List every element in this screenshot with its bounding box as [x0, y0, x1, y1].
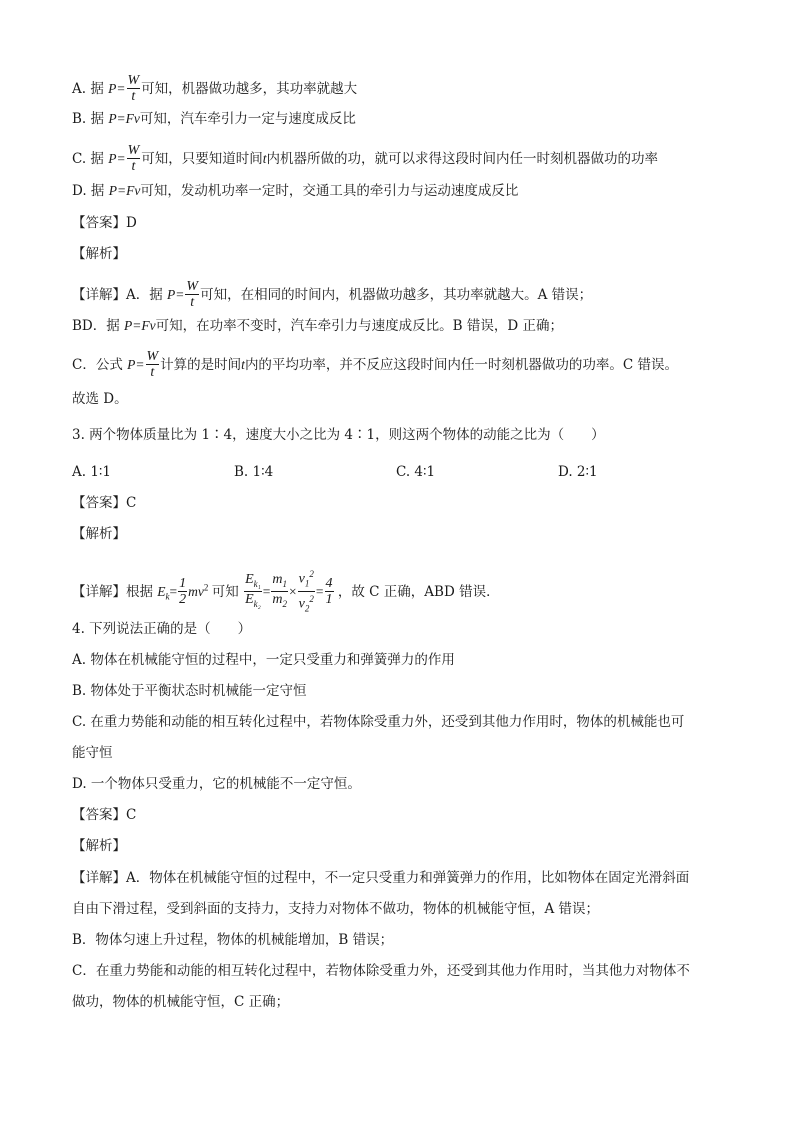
- q4-answer: 【答案】C: [72, 807, 137, 823]
- q2-detail-line1: 【详解】A．据 P= $\frac{W}{t}$ 可知，在相同的时间内，机器做功越多，其功率就越大。A 错误；: [72, 279, 593, 310]
- formula: P=Fv: [108, 111, 140, 126]
- q2-analysis-label: 【解析】: [72, 246, 126, 262]
- q3-answer: 【答案】C: [72, 495, 137, 511]
- formula-lhs: P=: [108, 81, 126, 96]
- q4-option-c-line1: C. 在重力势能和动能的相互转化过程中，若物体除受重力外，还受到其他力作用时，物体的机械能也可: [72, 714, 685, 730]
- q3-detail: 【详解】根据 $E_k=$ $\frac{1}{2}$ $mv^2$ 可知 $\frac{E_{k_1}}{E_{k_2}}$ = $\frac{m_1}{m_2}$ × $\frac{v_1^2}{v_2^2}$ = $\frac{4}{1}$ ，故 C 正确，ABD 错误．: [72, 568, 732, 618]
- q4-analysis-label: 【解析】: [72, 838, 126, 854]
- q4-stem: 4. 下列说法正确的是（ ）: [72, 621, 252, 637]
- option-text: 可知，机器做功越多，其功率就越大: [141, 81, 358, 97]
- q4-option-b: B. 物体处于平衡状态时机械能一定守恒: [72, 683, 307, 699]
- q2-detail-line3: C．公式 P= $\frac{W}{t}$ 计算的是时间t内的平均功率，并不反应这段时间内任一时刻机器做功的功率。C 错误。: [72, 349, 679, 380]
- q4-option-a: A. 物体在机械能守恒的过程中，一定只受重力和弹簧弹力的作用: [72, 652, 455, 668]
- q3-option-a: A. 1∶1: [72, 464, 112, 480]
- q4-detail-line1: 【详解】A．物体在机械能守恒的过程中，不一定只受重力和弹簧弹力的作用，比如物体在固定光滑斜面: [72, 870, 690, 886]
- q2-option-c: C. 据 P= $\frac{W}{t}$ 可知，只要知道时间t内机器所做的功，就可以求得这段时间内任一时刻机器做功的功率: [72, 143, 659, 174]
- q4-detail-line2: 自由下滑过程，受到斜面的支持力，支持力对物体不做功，物体的机械能守恒，A 错误；: [72, 901, 600, 917]
- energy-ratio-formula: $\frac{E_{k_1}}{E_{k_2}}$ = $\frac{m_1}{m_2}$ × $\frac{v_1^2}{v_2^2}$ = $\frac{4}{1}$: [243, 584, 338, 599]
- q2-option-d: D. 据 P=Fv可知，发动机功率一定时，交通工具的牵引力与运动速度成反比: [72, 183, 519, 199]
- q4-option-d: D. 一个物体只受重力，它的机械能不一定守恒。: [72, 776, 361, 792]
- q2-detail-line4: 故选 D。: [72, 391, 128, 407]
- q3-analysis-label: 【解析】: [72, 526, 126, 542]
- q2-option-a: [72, 74, 732, 105]
- q4-detail-line5: 做功，物体的机械能守恒，C 正确；: [72, 994, 290, 1010]
- q2-option-b: B. 据 P=Fv可知，汽车牵引力一定与速度成反比: [72, 111, 356, 127]
- fraction: $\frac{W}{t}$: [146, 349, 159, 380]
- q3-option-c: C. 4∶1: [396, 464, 436, 480]
- q3-stem: 3. 两个物体质量比为 1∶4，速度大小之比为 4∶1，则这两个物体的动能之比为（ ）: [72, 427, 605, 443]
- fraction: $\frac{W}{t}$: [186, 279, 199, 310]
- q2-detail-line2: BD．据 P=Fv可知，在功率不变时，汽车牵引力与速度成反比。B 错误，D 正确；: [72, 318, 563, 334]
- fraction: $\frac{W}{t}$: [127, 73, 140, 104]
- q4-detail-line4: C．在重力势能和动能的相互转化过程中，若物体除受重力外，还受到其他力作用时，当其他力对物体不: [72, 963, 690, 979]
- q4-option-c-line2: 能守恒: [72, 745, 113, 761]
- q3-option-d: D. 2∶1: [558, 464, 598, 480]
- q3-option-b: B. 1∶4: [234, 464, 274, 480]
- fraction: $\frac{W}{t}$: [127, 143, 140, 174]
- option-prefix: A. 据: [72, 81, 104, 97]
- q4-detail-line3: B．物体匀速上升过程，物体的机械能增加，B 错误；: [72, 932, 394, 948]
- kinetic-energy-formula: $E_k=$ $\frac{1}{2}$ $mv^2$: [157, 576, 209, 608]
- q2-answer: 【答案】D: [72, 215, 137, 231]
